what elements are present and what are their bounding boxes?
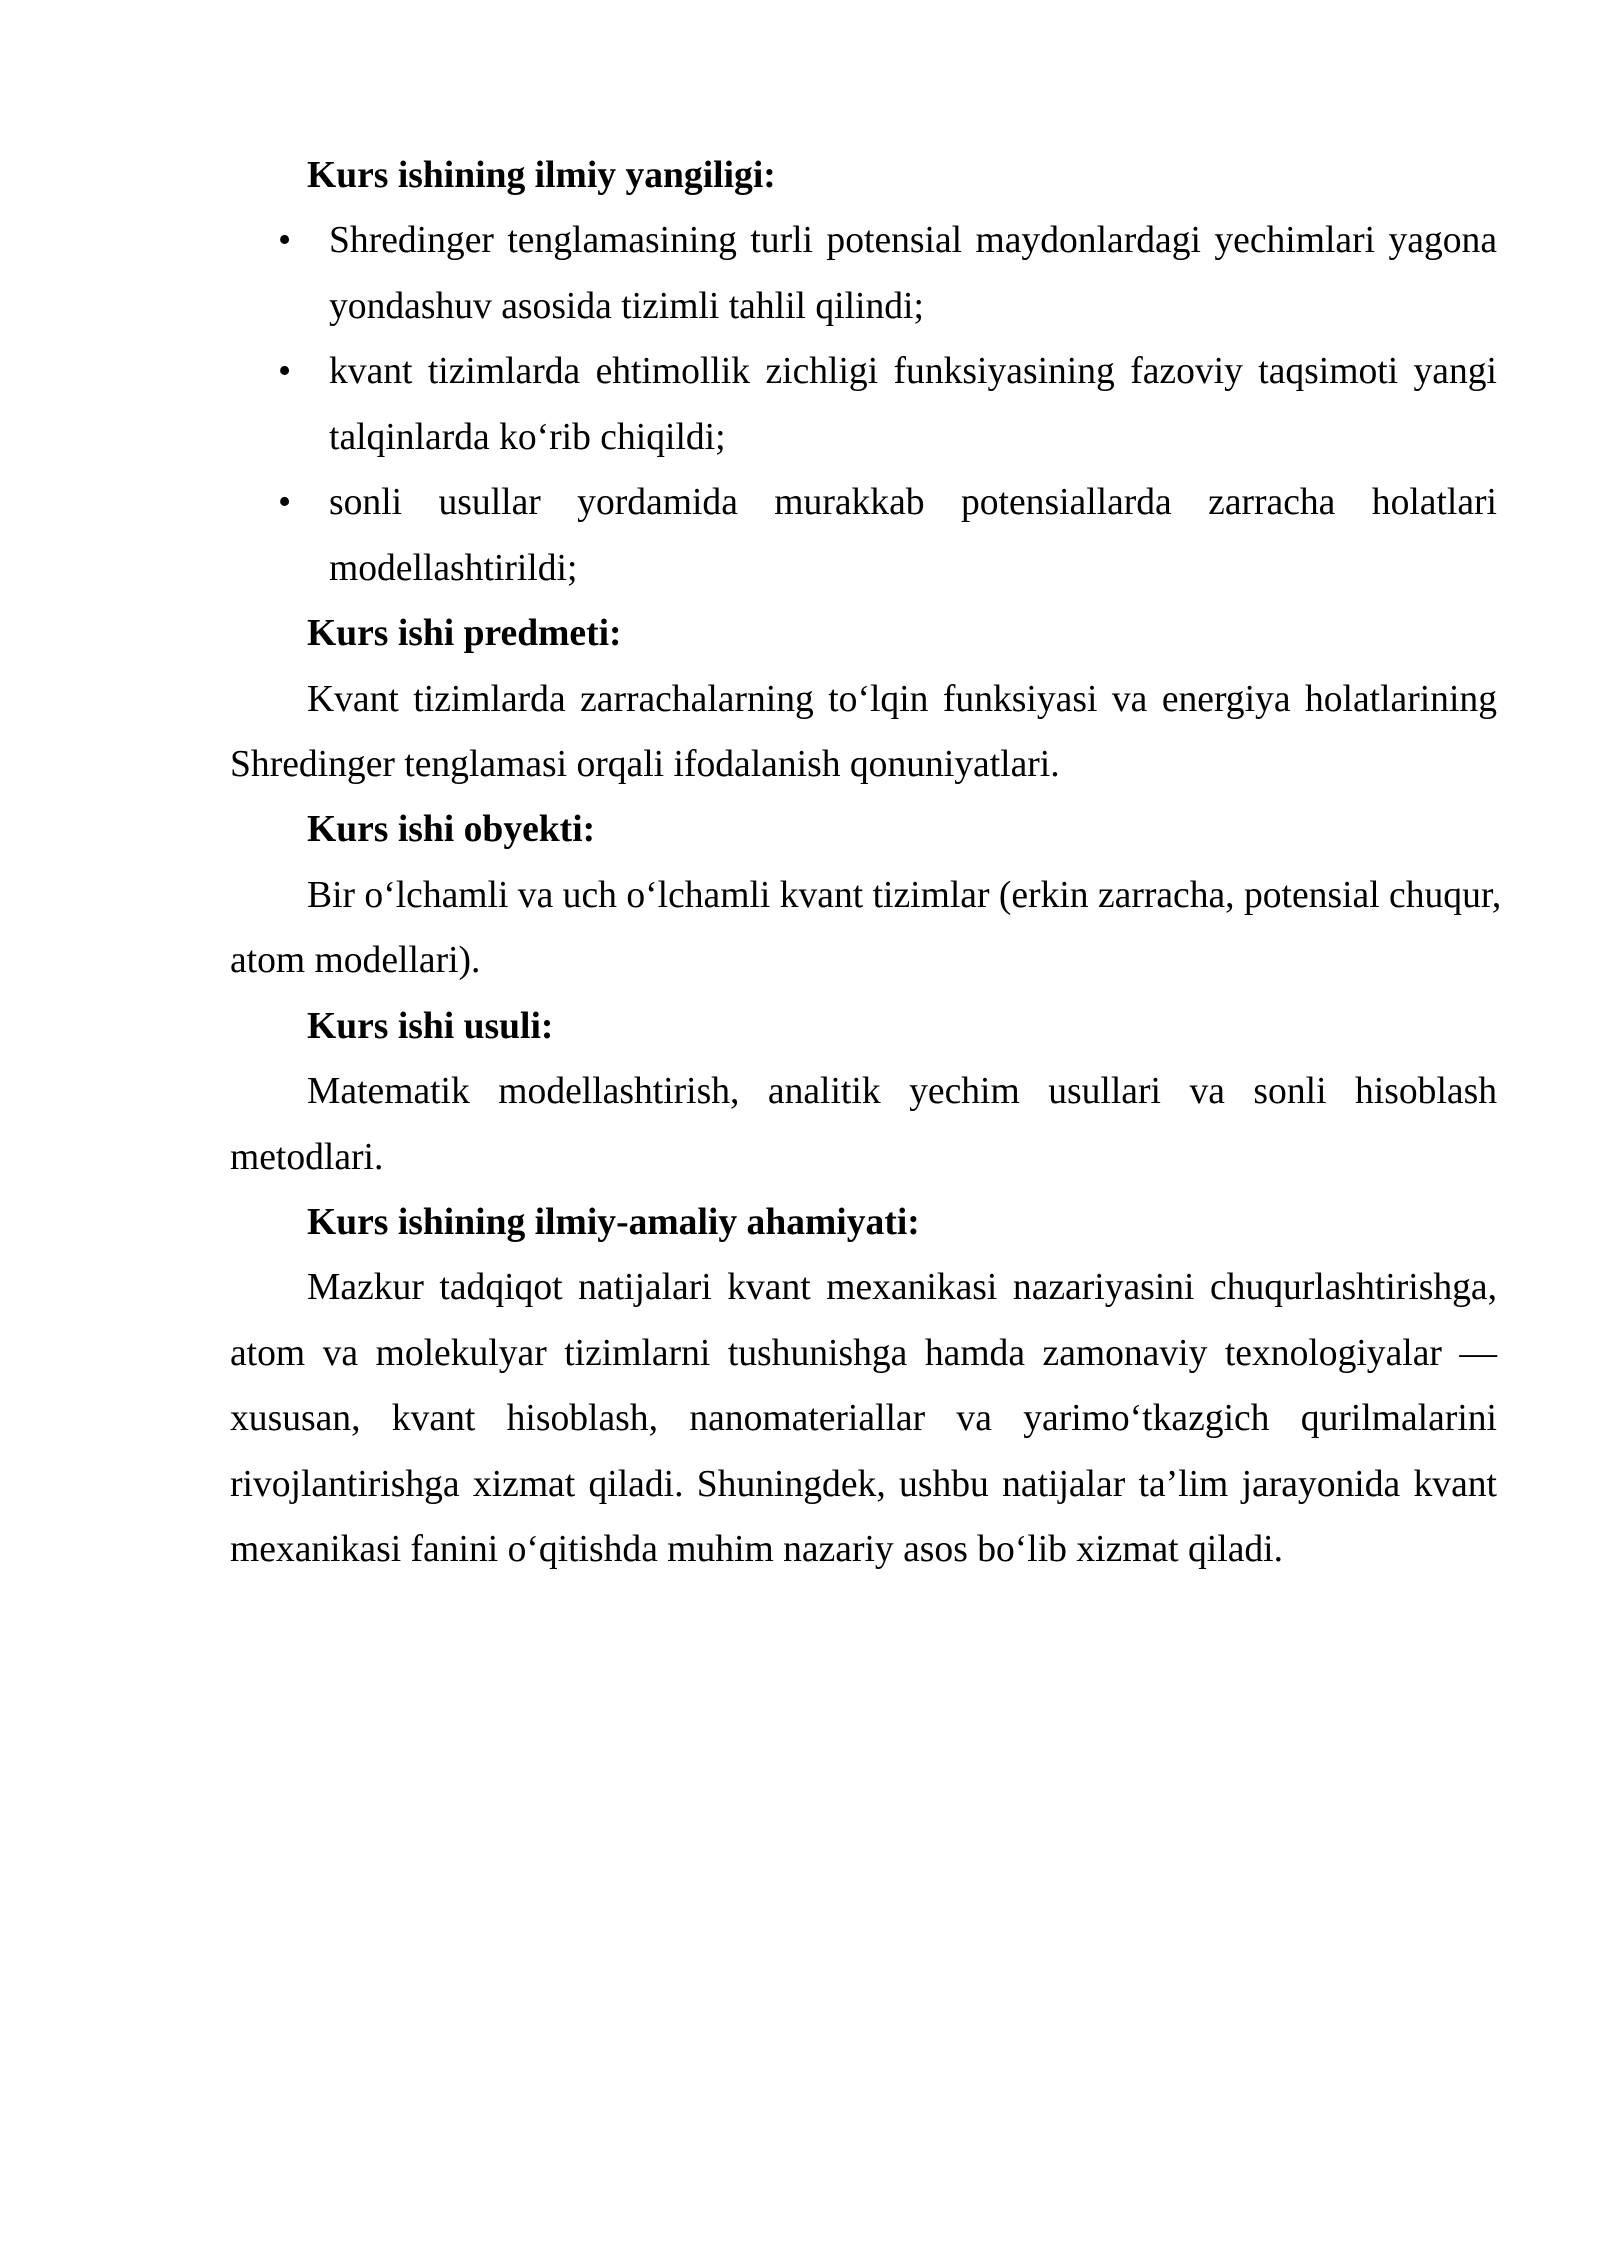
list-item-line: kvant tizimlarda ehtimollik zichligi funksiyasining fazoviy taqsimoti yangi	[329, 351, 1497, 393]
paragraph-line: rivojlantirishga xizmat qiladi. Shuningdek, ushbu natijalar ta’lim jarayonida kvant	[230, 1463, 1497, 1505]
paragraph	[230, 863, 1502, 994]
list-item-line: Shredinger tenglamasining turli potensial maydonlardagi yechimlari yagona	[329, 220, 1497, 262]
section-heading: Kurs ishi usuli:	[307, 1005, 554, 1047]
bullet-icon: •	[278, 351, 292, 393]
section-heading: Kurs ishi obyekti:	[307, 809, 596, 851]
paragraph-line: Mazkur tadqiqot natijalari kvant mexanikasi nazariyasini chuqurlashtirishga,	[307, 1267, 1497, 1309]
paragraph-line: Kvant tizimlarda zarrachalarning to‘lqin funksiyasi va energiya holatlarining	[307, 678, 1497, 720]
list-item	[230, 470, 1497, 601]
list-item-line: talqinlarda ko‘rib chiqildi;	[329, 416, 726, 458]
section-subject	[230, 601, 1497, 797]
paragraph-line: xususan, kvant hisoblash, nanomateriallar va yarimo‘tkazgich qurilmalarini	[230, 1398, 1497, 1440]
paragraph	[230, 667, 1497, 798]
paragraph-line: atom modellari).	[230, 940, 481, 982]
section-scientific-novelty	[230, 143, 1497, 601]
paragraph-line: Matematik modellashtirish, analitik yechim usullari va sonli hisoblash	[307, 1071, 1497, 1113]
paragraph-line: metodlari.	[230, 1136, 384, 1178]
list-item-line: sonli usullar yordamida murakkab potensiallarda zarracha holatlari	[329, 482, 1497, 524]
list-item-line: modellashtirildi;	[329, 547, 578, 589]
paragraph	[230, 1255, 1497, 1582]
section-heading: Kurs ishining ilmiy-amaliy ahamiyati:	[307, 1202, 920, 1243]
paragraph	[230, 1059, 1497, 1190]
list-item	[230, 208, 1497, 339]
paragraph-line: mexanikasi fanini o‘qitishda muhim nazariy asos bo‘lib xizmat qiladi.	[230, 1529, 1283, 1571]
section-method	[230, 994, 1497, 1190]
bullet-icon: •	[278, 482, 292, 524]
paragraph-line: Shredinger tenglamasi orqali ifodalanish qonuniyatlari.	[230, 743, 1060, 785]
bullet-icon: •	[278, 220, 292, 262]
list-item-line: yondashuv asosida tizimli tahlil qilindi;	[329, 285, 924, 327]
section-heading: Kurs ishining ilmiy yangiligi:	[307, 155, 776, 196]
document-page	[230, 143, 1502, 1583]
section-object	[230, 797, 1502, 993]
section-heading: Kurs ishi predmeti:	[307, 613, 622, 655]
paragraph-line: atom va molekulyar tizimlarni tushunishga hamda zamonaviy texnologiyalar —	[230, 1332, 1497, 1374]
list-item	[230, 339, 1497, 470]
section-significance	[230, 1190, 1497, 1583]
paragraph-line: Bir o‘lchamli va uch o‘lchamli kvant tizimlar (erkin zarracha, potensial chuqur,	[307, 874, 1502, 916]
